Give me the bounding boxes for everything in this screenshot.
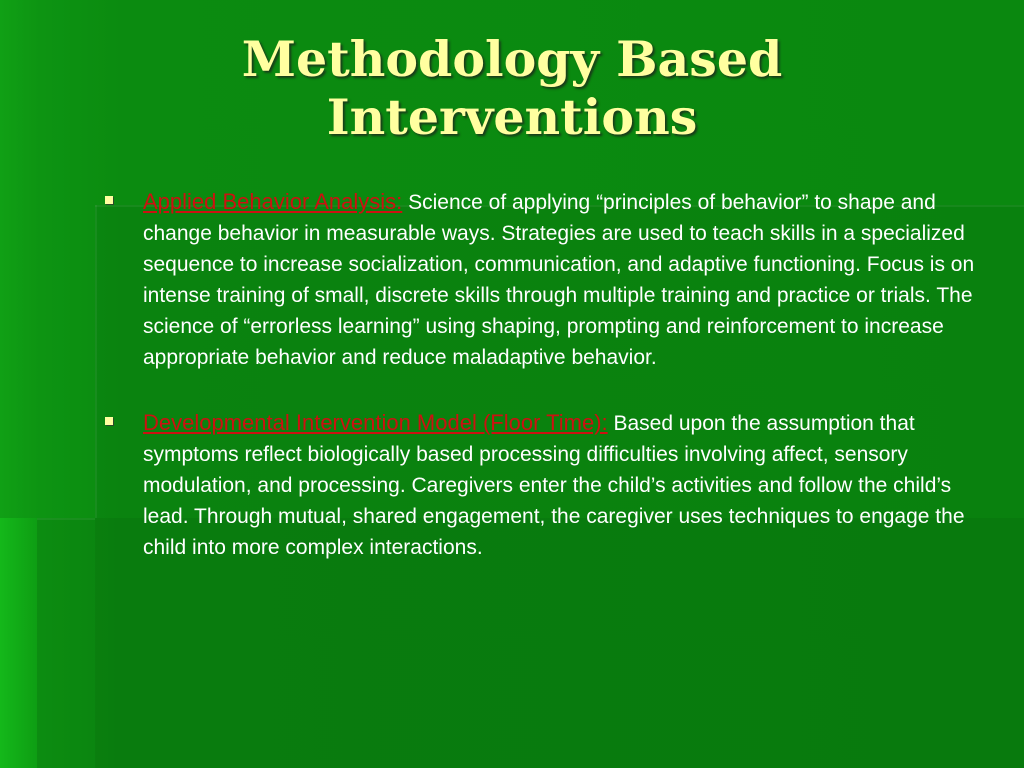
bullet-text: Science of applying “principles of behavior” to shape and change behavior in measurable ways. Strategies are used to teach skills in a specialized sequence to increase socialization, communication, and adaptive functioning. Focus is on intense training of small, discrete skills through multiple training and practice or trials. The science of “errorless learning” using shaping, prompting and reinforcement to increase appropriate behavior and reduce maladaptive behavior.	[143, 191, 975, 369]
background-accent-panel	[0, 518, 37, 768]
slide-title-line-2: Interventions	[326, 88, 698, 146]
square-bullet-icon	[105, 417, 113, 425]
square-bullet-icon	[105, 196, 113, 204]
bullet-term: Developmental Intervention Model (Floor Time):	[143, 410, 608, 435]
bullet-list	[105, 186, 985, 563]
background-divider	[37, 518, 95, 520]
background-divider	[95, 205, 97, 518]
bullet-item-developmental-intervention-model	[105, 407, 985, 563]
bullet-item-applied-behavior-analysis	[105, 186, 985, 373]
bullet-term: Applied Behavior Analysis:	[143, 189, 403, 214]
slide-title	[112, 30, 912, 146]
slide-title-line-1: Methodology Based	[241, 30, 783, 88]
bullet-text: Based upon the assumption that symptoms reflect biologically based processing difficulties involving affect, sensory modulation, and processing. Caregivers enter the child’s activities and follow the child’s lead. Through mutual, shared engagement, the caregiver uses techniques to engage the child into more complex interactions.	[143, 412, 965, 559]
